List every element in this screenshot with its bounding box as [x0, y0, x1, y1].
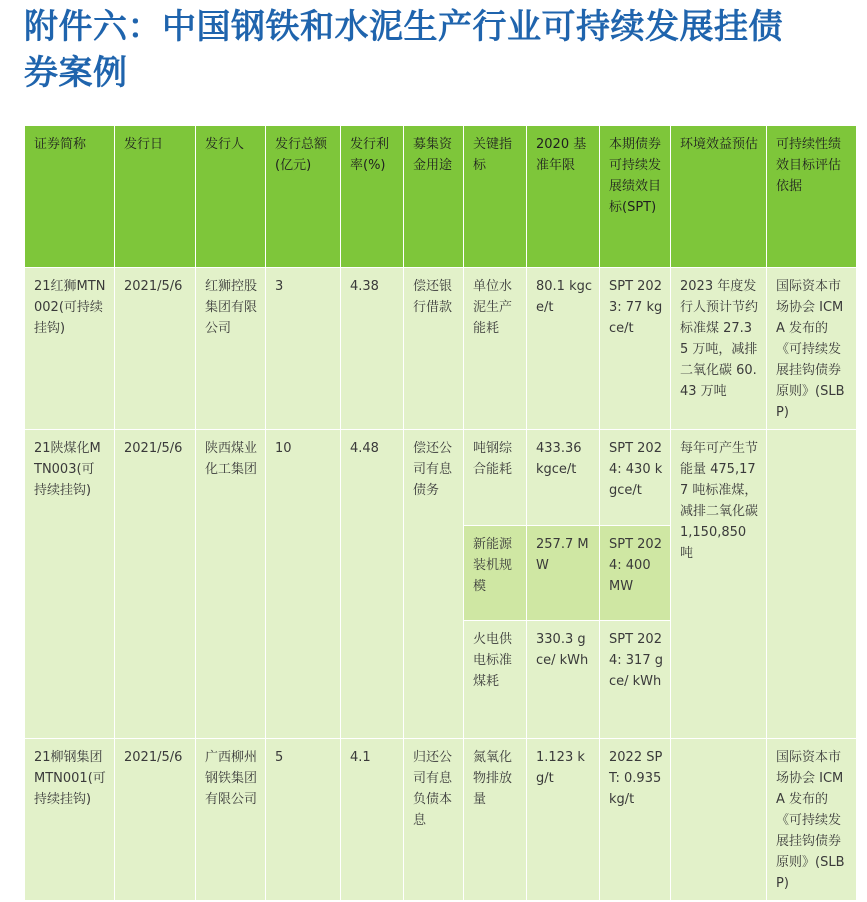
cell-issuer: 广西柳州钢铁集团有限公司: [196, 739, 266, 901]
cell-coupon-rate: 4.38: [341, 268, 404, 430]
cell-key-indicator: 火电供电标准煤耗: [464, 621, 527, 739]
cell-spt: SPT 2024: 430 kgce/t: [600, 430, 671, 526]
page-title-line-2: 券案例: [24, 53, 128, 93]
cell-spt: 2022 SPT: 0.935 kg/t: [600, 739, 671, 901]
page-title: [24, 4, 854, 96]
cell-issue-amount: 3: [266, 268, 341, 430]
cell-key-indicator: 单位水泥生产能耗: [464, 268, 527, 430]
cell-issue-amount: 5: [266, 739, 341, 901]
header-issue-date: 发行日: [115, 126, 196, 268]
cell-environmental-benefit: [671, 739, 767, 901]
cell-coupon-rate: 4.1: [341, 739, 404, 901]
table-row: [25, 430, 857, 526]
bond-cases-table: [24, 125, 857, 901]
cell-use-of-proceeds: 偿还银行借款: [404, 268, 464, 430]
header-environmental-benefit: 环境效益预估: [671, 126, 767, 268]
header-key-indicator: 关键指标: [464, 126, 527, 268]
cell-issuer: 红狮控股集团有限公司: [196, 268, 266, 430]
cell-baseline: 330.3 gce/ kWh: [527, 621, 600, 739]
header-bond-name: 证券简称: [25, 126, 115, 268]
cell-bond-name: 21柳钢集团MTN001(可持续挂钩): [25, 739, 115, 901]
cell-use-of-proceeds: 归还公司有息负债本息: [404, 739, 464, 901]
cell-coupon-rate: 4.48: [341, 430, 404, 739]
header-spt: 本期债券可持续发展绩效目标(SPT): [600, 126, 671, 268]
page-title-line-1: 附件六：中国钢铁和水泥生产行业可持续发展挂债: [24, 7, 783, 47]
cell-baseline: 433.36 kgce/t: [527, 430, 600, 526]
header-coupon-rate: 发行利率(%): [341, 126, 404, 268]
cell-assessment-basis: [767, 430, 857, 739]
cell-baseline: 80.1 kgce/t: [527, 268, 600, 430]
header-issuer: 发行人: [196, 126, 266, 268]
cell-key-indicator: 吨钢综合能耗: [464, 430, 527, 526]
table-row: [25, 739, 857, 901]
header-baseline: 2020 基准年限: [527, 126, 600, 268]
cell-baseline: 257.7 MW: [527, 526, 600, 621]
cell-assessment-basis: 国际资本市场协会 ICMA 发布的《可持续发展挂钩债券原则》(SLBP): [767, 268, 857, 430]
cell-spt: SPT 2024: 400 MW: [600, 526, 671, 621]
table-row: [25, 268, 857, 430]
cell-issue-date: 2021/5/6: [115, 430, 196, 739]
cell-spt: SPT 2024: 317 gce/ kWh: [600, 621, 671, 739]
cell-baseline: 1.123 kg/t: [527, 739, 600, 901]
cell-issue-date: 2021/5/6: [115, 268, 196, 430]
cell-key-indicator: 氮氧化物排放量: [464, 739, 527, 901]
cell-issue-amount: 10: [266, 430, 341, 739]
cell-environmental-benefit: 每年可产生节能量 475,177 吨标准煤，减排二氧化碳 1,150,850 吨: [671, 430, 767, 739]
header-use-of-proceeds: 募集资金用途: [404, 126, 464, 268]
cell-environmental-benefit: 2023 年度发行人预计节约标准煤 27.35 万吨，减排二氧化碳 60.43 万吨: [671, 268, 767, 430]
table-header-row: [25, 126, 857, 268]
header-issue-amount: 发行总额(亿元): [266, 126, 341, 268]
cell-spt: SPT 2023: 77 kgce/t: [600, 268, 671, 430]
cell-use-of-proceeds: 偿还公司有息债务: [404, 430, 464, 739]
cell-bond-name: 21陕煤化MTN003(可持续挂钩): [25, 430, 115, 739]
cell-assessment-basis: 国际资本市场协会 ICMA 发布的《可持续发展挂钩债券原则》(SLBP): [767, 739, 857, 901]
cell-issuer: 陕西煤业化工集团: [196, 430, 266, 739]
cell-key-indicator: 新能源装机规模: [464, 526, 527, 621]
header-assessment-basis: 可持续性绩效目标评估依据: [767, 126, 857, 268]
cell-issue-date: 2021/5/6: [115, 739, 196, 901]
cell-bond-name: 21红狮MTN002(可持续挂钩): [25, 268, 115, 430]
